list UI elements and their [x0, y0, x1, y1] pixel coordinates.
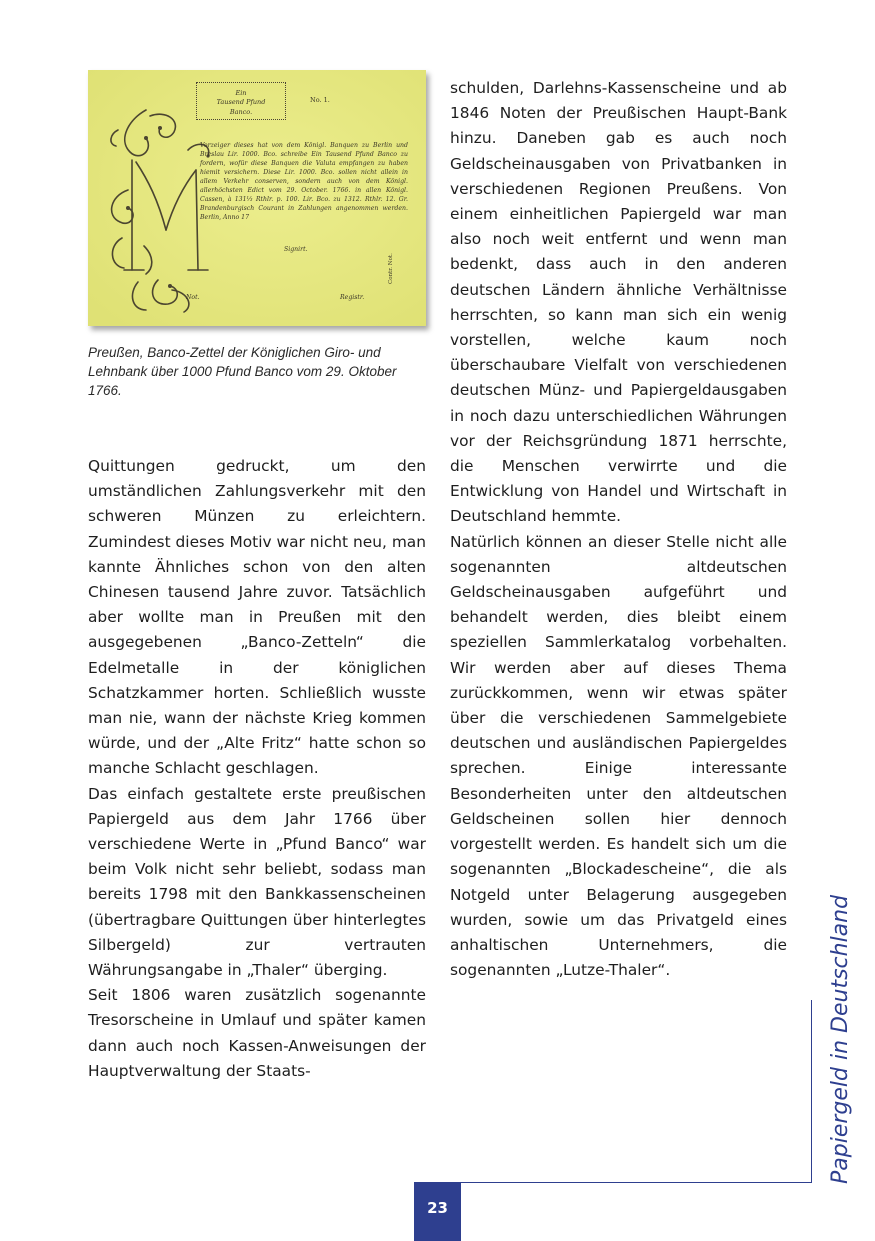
paragraph: Das einfach gestaltete erste preußischen Papiergeld aus dem Jahr 1766 über verschiedene Werte in „Pfund Banco“ war beim Volk nicht sehr beliebt, sodass man bereits 1798 mit den Bankkassenscheinen (übertragbare Quittungen über hinterlegtes Silbergeld) zur vertrauten Währungsangabe in „Thaler“ überging. [88, 784, 426, 980]
note-bottom-left-label: Not. [186, 294, 200, 301]
note-number: No. 1. [310, 96, 330, 104]
running-title: Papiergeld in Deutschland [828, 894, 853, 1184]
right-text-column [450, 76, 787, 983]
note-bottom-right-label: Registr. [340, 294, 365, 301]
note-signet: Signirt. [284, 246, 308, 253]
side-rule [811, 1000, 812, 1183]
page-number: 23 [414, 1182, 461, 1241]
note-title-line-1: Ein [235, 89, 247, 97]
note-title-line-2: Tausend Pfund [216, 98, 266, 107]
paragraph: Natürlich können an dieser Stelle nicht alle sogenannten altdeutschen Geldscheinausgaben aufgeführt und behandelt werden, dies bleibt einem speziellen Sammlerkatalog vorbehalten. Wir werden aber auf dieses Thema zurückkommen, wenn wir etwas später über die verschiedenen Sammelgebiete deutschen und ausländischen Papiergeldes sprechen. Einige interessante Besonderheiten unter den altdeutschen Geldscheinen sollen hier dennoch vorgestellt werden. Es handelt sich um die sogenannten „Blockadescheine“, die als Notgeld unter Belagerung ausgegeben wurden, sowie um das Privatgeld eines anhaltischen Unternehmers, die sogenannten „Lutze-Thaler“. [450, 532, 787, 980]
figure-caption: Preußen, Banco-Zettel der Königlichen Giro- und Lehnbank über 1000 Pfund Banco vom 29. Oktober 1766. [88, 345, 397, 398]
paragraph: Quittungen gedruckt, um den umständlichen Zahlungsverkehr mit den schweren Münzen zu erleichtern. Zumindest dieses Motiv war nicht neu, man kannte Ähnliches schon von den alten Chinesen tausend Jahre zuvor. Tatsächlich aber wollte man in Preußen mit den ausgegebenen „Banco-Zetteln“ die Edelmetalle in der königlichen Schatzkammer horten. Schließlich wusste man nie, wann der nächste Krieg kommen würde, und der „Alte Fritz“ hatte schon so manche Schlacht geschlagen. [88, 457, 426, 778]
banknote-image [88, 70, 426, 326]
note-vertical-label: Contr. Not. [388, 253, 394, 284]
note-title-box [196, 82, 286, 120]
note-title-line-3: Banco. [229, 107, 253, 116]
paragraph: Seit 1806 waren zusätzlich sogenannte Tresorscheine in Umlauf und später kamen dann auch noch Kassen-Anweisungen der Hauptverwaltung der Staats- [88, 986, 426, 1080]
bottom-rule [414, 1182, 812, 1183]
left-text-column [88, 454, 426, 1084]
note-body-text: Vorzeiger dieses hat von dem Königl. Banquen zu Berlin und Breslau Lir. 1000. Bco. schreibe Ein Tausend Pfund Banco zu fordern, wofür diese Banquen die Valuta empfangen zu haben hiemit versichern. Diese Lir. 1000. Bco. sollen nicht allein in allem Verkehr conserven, sondern auch von dem Königl. allerhöchsten Edict vom 29. October. 1766. in allen Königl. Cassen, à 131⅓ Rthlr. p. 100. Lir. Bco. zu 1312. Rthlr. 12. Gr. Brandenburgisch Courant in Zahlungen angenommen werden. Berlin, Anno 17 [200, 142, 408, 221]
paragraph: schulden, Darlehns-Kassenscheine und ab 1846 Noten der Preußischen Haupt-Bank hinzu. Daneben gab es auch noch Geldscheinausgaben von Privatbanken in verschiedenen Regionen Preußens. Von einem einheitlichen Papiergeld war man also noch weit entfernt und wenn man bedenkt, dass auch in den anderen deutschen Ländern ähnliche Verhältnisse herrschten, so kann man sich ein wenig vorstellen, welche kaum noch überschaubare Vielfalt von verschiedenen deutschen Münz- und Papiergeldausgaben in noch dazu unterschiedlichen Währungen vor der Reichsgründung 1871 herrschte, die Menschen verwirrte und die Entwicklung von Handel und Wirtschaft in Deutschland hemmte. [450, 79, 787, 526]
